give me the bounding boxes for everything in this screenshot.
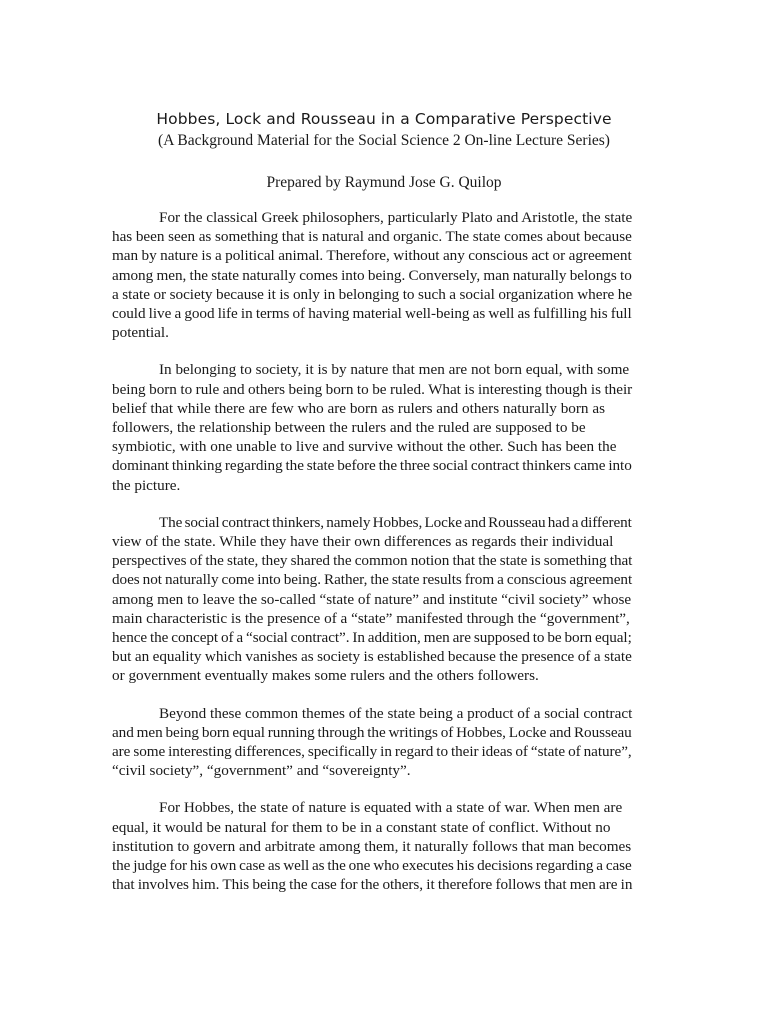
paragraph-line: hence the concept of a “social contract”. In addition, men are supposed to be born equal; xyxy=(112,629,632,647)
paragraph-line: are some interesting differences, specifically in regard to their ideas of “state of nature”, xyxy=(112,743,632,761)
body-paragraph xyxy=(112,513,632,686)
body-paragraph xyxy=(112,360,632,494)
paragraph-line: belief that while there are few who are born as rulers and others naturally born as xyxy=(112,399,605,417)
document-subtitle: (A Background Material for the Social Science 2 On-line Lecture Series) xyxy=(158,132,610,149)
paragraph-line: perspectives of the state, they shared the common notion that the state is something that xyxy=(112,552,633,570)
paragraph-line: Beyond these common themes of the state being a product of a social contract xyxy=(159,704,633,722)
paragraph-line: among men, the state naturally comes into being. Conversely, man naturally belongs to xyxy=(112,266,632,284)
paragraph-line: equal, it would be natural for them to be in a constant state of conflict. Without no xyxy=(112,818,611,836)
paragraph-line: a state or society because it is only in belonging to such a social organization where he xyxy=(112,285,633,303)
paragraph-line: could live a good life in terms of having material well-being as well as fulfilling his full xyxy=(112,305,632,323)
paragraph-line: that involves him. This being the case for the others, it therefore follows that men are in xyxy=(112,876,633,894)
paragraph-line: or government eventually makes some rulers and the others followers. xyxy=(112,667,539,685)
paragraph-line: For the classical Greek philosophers, particularly Plato and Aristotle, the state xyxy=(159,209,633,226)
paragraph-line: the judge for his own case as well as the one who executes his decisions regarding a case xyxy=(112,857,632,875)
paragraph-line: view of the state. While they have their own differences as regards their individual xyxy=(112,533,614,551)
paragraph-line: the picture. xyxy=(112,476,181,494)
paragraph-line: among men to leave the so-called “state of nature” and institute “civil society” whose xyxy=(112,590,632,608)
paragraph-line: potential. xyxy=(112,324,169,342)
paragraph-line: main characteristic is the presence of a “state” manifested through the “government”, xyxy=(112,609,630,627)
paragraph-line: The social contract thinkers, namely Hobbes, Locke and Rousseau had a different xyxy=(159,513,632,531)
paragraph-line: “civil society”, “government” and “sovereignty”. xyxy=(112,762,411,780)
paragraph-line: has been seen as something that is natural and organic. The state comes about because xyxy=(112,228,632,246)
body-paragraph xyxy=(112,704,632,781)
paragraph-line: dominant thinking regarding the state before the three social contract thinkers came into xyxy=(112,457,632,475)
body-paragraph xyxy=(112,798,632,894)
paragraph-line: but an equality which vanishes as society is established because the presence of a state xyxy=(112,648,632,666)
paragraph-line: For Hobbes, the state of nature is equated with a state of war. When men are xyxy=(159,799,623,817)
paragraph-line: In belonging to society, it is by nature that men are not born equal, with some xyxy=(159,361,630,379)
paragraph-line: symbiotic, with one unable to live and survive without the other. Such has been the xyxy=(112,438,617,456)
paragraph-line: does not naturally come into being. Rather, the state results from a conscious agreement xyxy=(112,571,633,589)
author-line: Prepared by Raymund Jose G. Quilop xyxy=(266,174,502,191)
paragraph-line: man by nature is a political animal. Therefore, without any conscious act or agreement xyxy=(112,247,632,265)
document-body xyxy=(112,208,632,913)
paragraph-line: followers, the relationship between the rulers and the ruled are supposed to be xyxy=(112,419,586,437)
paragraph-line: being born to rule and others being born to be ruled. What is interesting though is their xyxy=(112,380,633,398)
paragraph-line: institution to govern and arbitrate among them, it naturally follows that man becomes xyxy=(112,837,632,855)
document-title: Hobbes, Lock and Rousseau in a Comparative Perspective xyxy=(156,110,612,128)
paragraph-line: and men being born equal running through the writings of Hobbes, Locke and Rousseau xyxy=(112,723,632,741)
body-paragraph xyxy=(112,208,632,342)
